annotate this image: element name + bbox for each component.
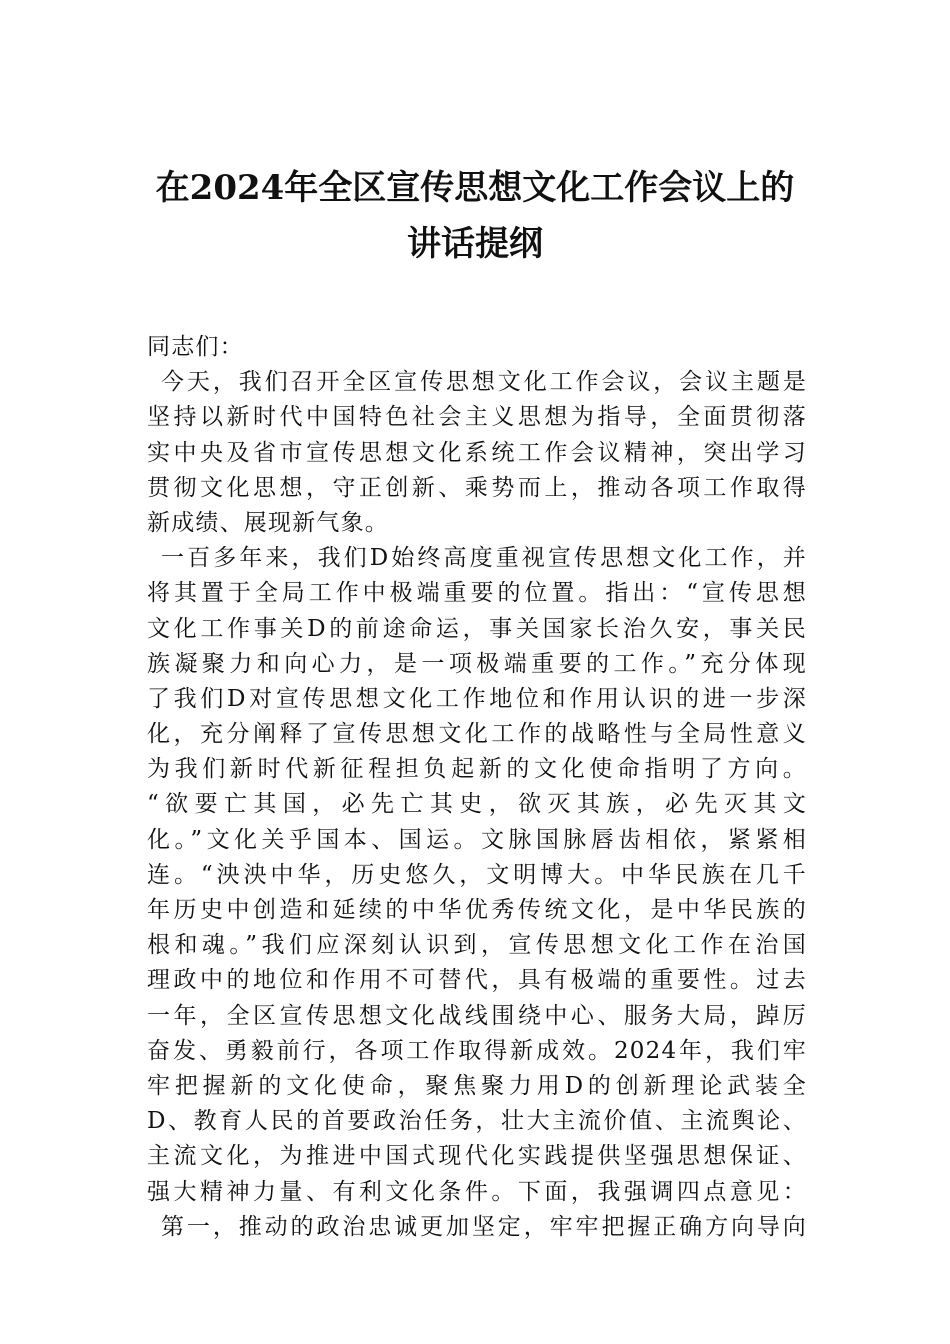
paragraph-line: 今天，我们召开全区宣传思想文化工作会议，会议主题是 [161,369,807,396]
paragraph-line: 文化工作事关D的前途命运，事关国家长治久安，事关民 [147,615,807,642]
paragraph-line: 一年，全区宣传思想文化战线围绕中心、服务大局，踔厉 [147,1002,807,1029]
paragraph-line: 一百多年来，我们D始终高度重视宣传思想文化工作，并 [161,545,807,572]
title-line: 讲话提纲 [407,224,543,264]
salutation: 同志们： [147,334,244,360]
paragraph-line: 理政中的地位和作用不可替代，具有极端的重要性。过去 [147,967,807,994]
title-line: 在2024年全区宣传思想文化工作会议上的 [155,168,795,208]
paragraph-line: 新成绩、展现新气象。 [147,509,389,536]
paragraph-line: 了我们D对宣传思想文化工作地位和作用认识的进一步深 [147,685,807,712]
document-body [147,330,807,1245]
paragraph-line: 族凝聚力和向心力，是一项极端重要的工作。”充分体现 [147,650,807,677]
paragraph-line: 主流文化，为推进中国式现代化实践提供坚强思想保证、 [147,1143,807,1170]
paragraph-line: 年历史中创造和延续的中华优秀传统文化，是中华民族的 [147,897,807,923]
paragraph-line: 奋发、勇毅前行，各项工作取得新成效。2024年，我们牢 [147,1037,807,1064]
paragraph-line: 为我们新时代新征程担负起新的文化使命指明了方向。 [147,756,807,783]
paragraph-line: D、教育人民的首要政治任务，壮大主流价值、主流舆论、 [147,1108,807,1135]
paragraph-line: 强大精神力量、有利文化条件。下面，我强调四点意见： [147,1178,807,1205]
paragraph-line: 牢把握新的文化使命，聚焦聚力用D的创新理论武装全 [147,1072,807,1099]
paragraph-line: 化。”文化关乎国本、国运。文脉国脉唇齿相依，紧紧相 [147,826,807,853]
paragraph-line: 第一，推动的政治忠诚更加坚定，牢牢把握正确方向导向 [161,1213,807,1240]
paragraph-line: “欲要亡其国，必先亡其史，欲灭其族，必先灭其文 [147,791,807,818]
paragraph-line: 贯彻文化思想，守正创新、乘势而上，推动各项工作取得 [147,474,807,501]
paragraph-line: 实中央及省市宣传思想文化系统工作会议精神，突出学习 [147,439,807,466]
document-title [120,160,830,272]
paragraph-line: 化，充分阐释了宣传思想文化工作的战略性与全局性意义 [147,721,807,748]
paragraph-line: 根和魂。”我们应深刻认识到，宣传思想文化工作在治国 [147,932,807,959]
paragraph-line: 连。“泱泱中华，历史悠久，文明博大。中华民族在几千 [147,861,807,888]
paragraph-line: 将其置于全局工作中极端重要的位置。指出：“宣传思想 [147,580,807,607]
paragraph-line: 坚持以新时代中国特色社会主义思想为指导，全面贯彻落 [147,404,807,431]
